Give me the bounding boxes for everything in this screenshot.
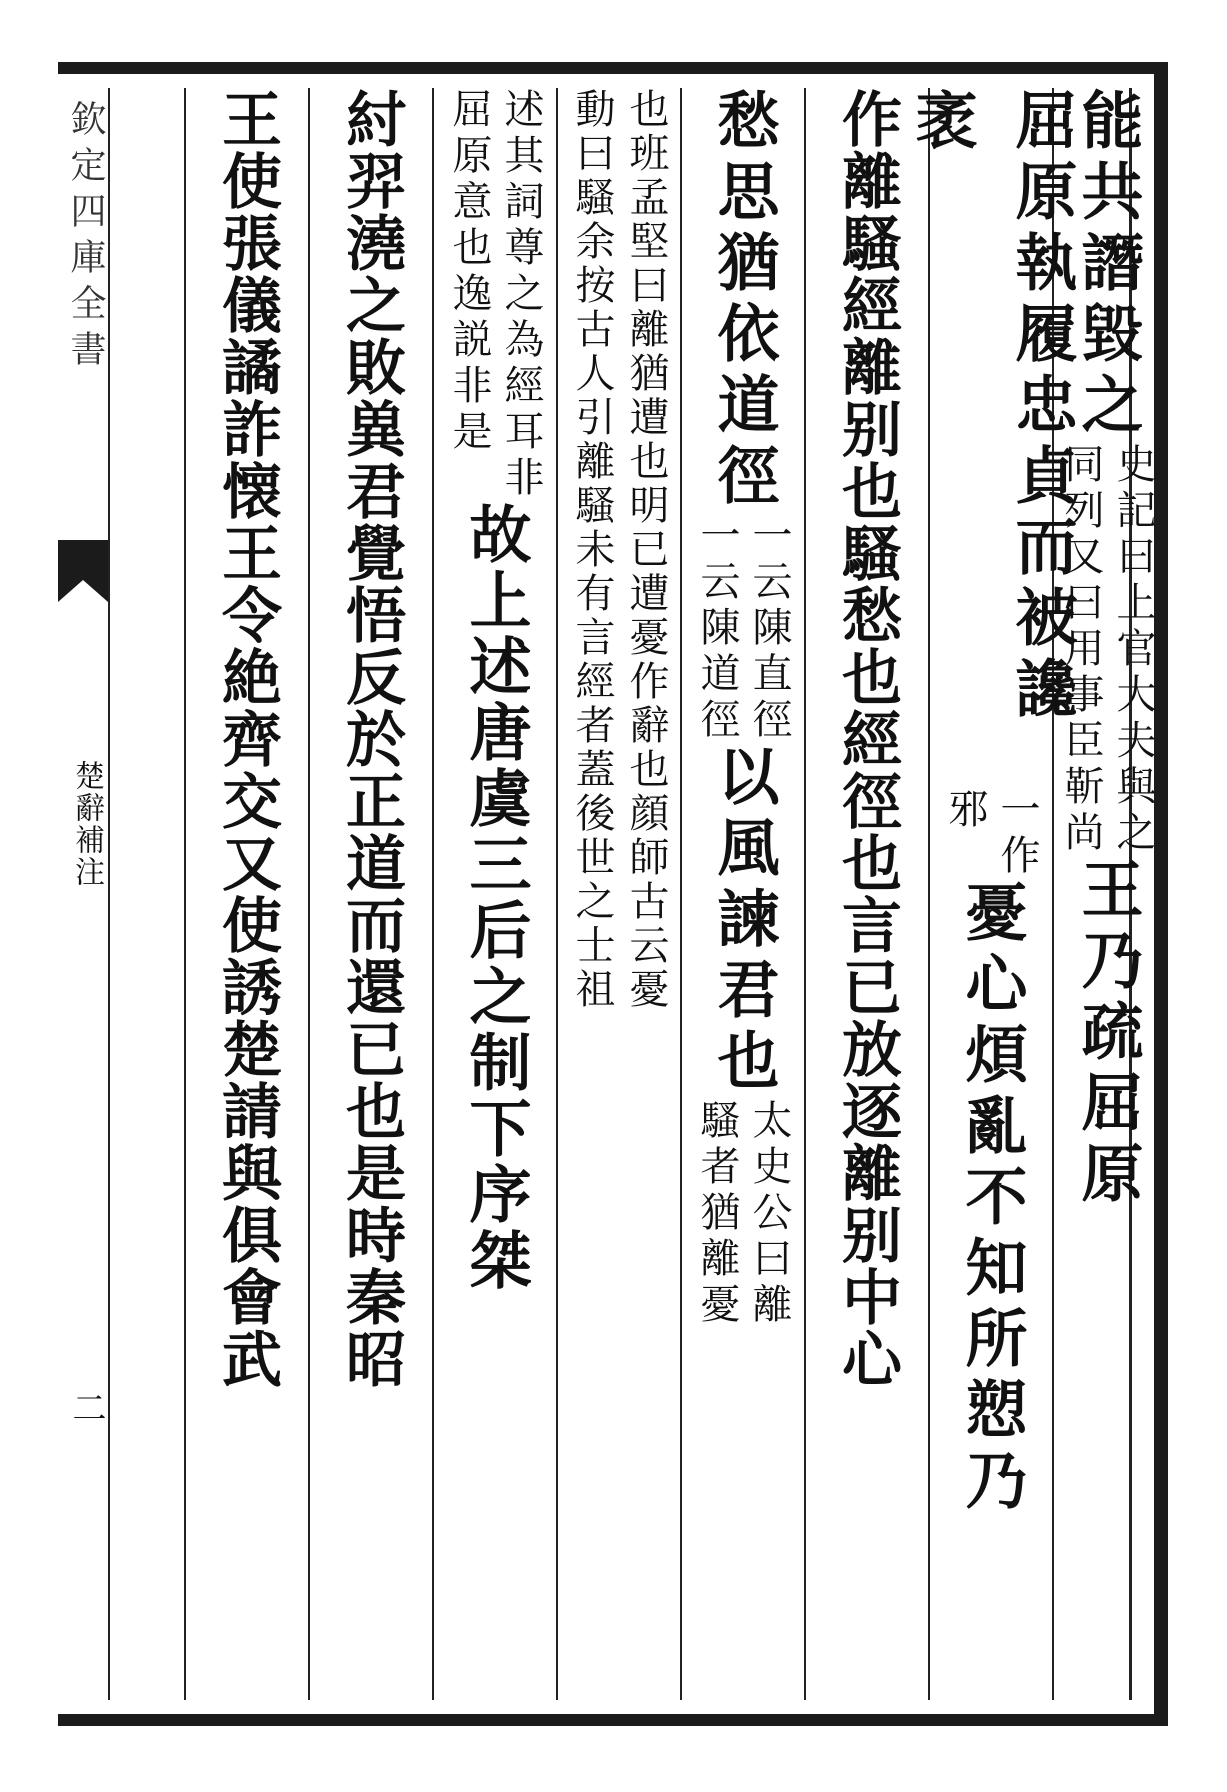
- text-column-4: [680, 88, 804, 1700]
- column-6-stack: [443, 88, 547, 1700]
- column-1-note-right: 史記曰上官大夫與之: [1110, 443, 1156, 857]
- column-4-notes-2: [691, 1099, 795, 1329]
- column-4-note-right: 一云陳直徑: [746, 514, 792, 744]
- column-6-note-right: 述其詞尊之為經耳非: [498, 88, 544, 502]
- column-4-note2-left: 騷者猶離憂: [694, 1099, 740, 1329]
- book-title: 欽定四庫全書: [65, 100, 106, 376]
- column-5-note-right: 也班孟堅曰離猶遭也明已遭憂作辭也顔師古云憂: [623, 88, 669, 1012]
- text-column-8: [184, 88, 308, 1700]
- column-2-note-left: 邪: [942, 788, 988, 834]
- text-column-7: [308, 88, 432, 1700]
- column-2-notes: [939, 788, 1043, 880]
- column-1-main-text: 能共譖毀之: [1071, 88, 1144, 443]
- text-column-6: [432, 88, 556, 1700]
- column-5-note-left: 動曰騷余按古人引離騷未有言經者蓋後世之士祖: [569, 88, 615, 1012]
- column-4-note2-right: 太史公曰離: [746, 1099, 792, 1329]
- column-2-main-text: 屈原執履忠貞而被讒袤: [905, 88, 1078, 727]
- column-7-main-text: 紂羿澆之敗兾君覺悟反於正道而還已也是時秦昭: [336, 88, 406, 1390]
- column-4-main-text: 愁思猶依道徑: [707, 88, 780, 514]
- column-4-main-text-2: 以風諫君也: [707, 744, 780, 1099]
- text-column-2: [905, 88, 1078, 1700]
- column-2-main-text-2: 憂心煩亂不知所愬乃: [955, 880, 1028, 1519]
- column-3-main-text: 作離騷經離别也騷愁也經徑也言已放逐離别中心: [832, 88, 902, 1390]
- column-5-notes: [565, 88, 673, 1700]
- column-1-main-text-2: 王乃疏屈原: [1071, 857, 1144, 1212]
- column-2-note-right: 一作: [994, 788, 1040, 880]
- column-4-note-left: 一云陳道徑: [694, 514, 740, 744]
- section-label: 楚辭補注: [69, 760, 104, 888]
- folio-number: 二: [66, 1390, 106, 1424]
- fishtail-mark: [58, 540, 108, 602]
- column-8-main-text: 王使張儀譎詐懐王令絶齊交又使誘楚請與俱會武: [212, 88, 282, 1390]
- text-column-3: [804, 88, 928, 1700]
- column-4-notes: [691, 514, 795, 744]
- column-1-note-left: 同列又曰用事臣靳尚: [1058, 443, 1104, 857]
- column-6-notes: [443, 88, 547, 502]
- column-4-stack: [691, 88, 795, 1700]
- column-6-main-text: 故上述唐虞三后之制下序桀: [459, 502, 532, 1294]
- margin-divider: [108, 88, 110, 1700]
- column-6-note-left: 屈原意也逸説非是: [446, 88, 492, 456]
- text-column-5: [556, 88, 680, 1700]
